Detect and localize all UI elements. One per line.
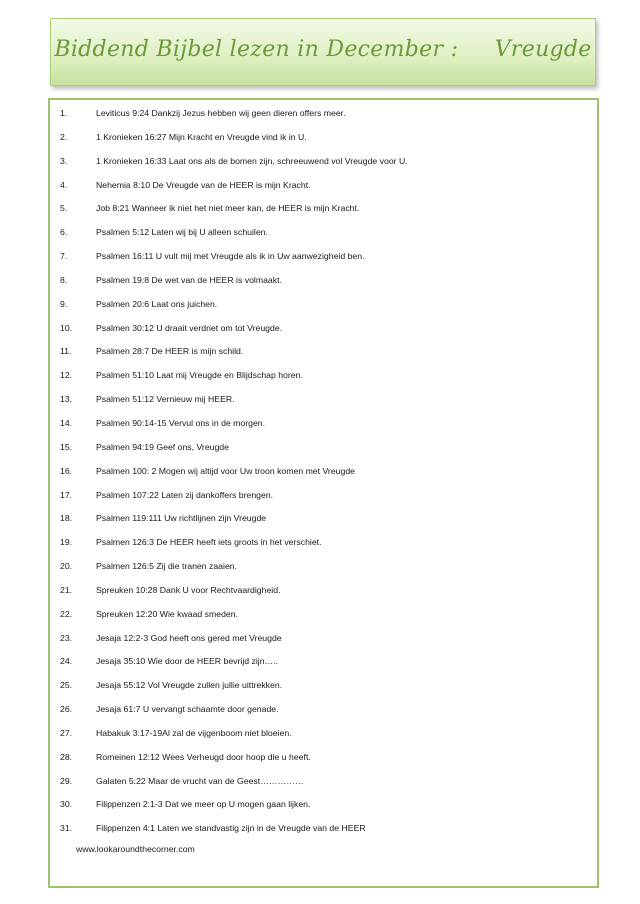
item-number: 31. [60, 823, 73, 834]
list-item [50, 630, 597, 654]
item-number: 3. [60, 155, 68, 166]
list-item [50, 725, 597, 749]
item-text: Spreuken 12:20 Wie kwaad smeden. [96, 608, 238, 619]
item-number: 17. [60, 489, 73, 500]
item-number: 6. [60, 227, 68, 238]
list-item [50, 367, 597, 391]
list-item [50, 749, 597, 773]
item-text: Psalmen 100: 2 Mogen wij altijd voor Uw troon komen met Vreugde [96, 465, 355, 476]
item-text: Psalmen 19:8 De wet van de HEER is volmaakt. [96, 274, 282, 285]
header-banner [50, 18, 596, 86]
list-item [50, 105, 597, 129]
item-text: Romeinen 12:12 Wees Verheugd door hoop die u heeft. [96, 751, 311, 762]
item-number: 1. [60, 108, 68, 118]
reading-list [50, 105, 597, 844]
item-number: 25. [60, 680, 73, 691]
item-number: 16. [60, 465, 73, 476]
item-number: 4. [60, 179, 68, 190]
item-text: Leviticus 9:24 Dankzij Jezus hebben wij geen dieren offers meer. [96, 108, 346, 118]
item-number: 21. [60, 584, 73, 595]
item-text: Psalmen 16:11 U vult mij met Vreugde als ik in Uw aanwezigheid ben. [96, 251, 365, 262]
item-text: Galaten 5:22 Maar de vrucht van de Geest…………… [96, 775, 304, 786]
item-number: 11. [60, 346, 72, 357]
list-item [50, 343, 597, 367]
item-number: 15. [60, 441, 73, 452]
item-text: Spreuken 10:28 Dank U voor Rechtvaardigheid. [96, 584, 281, 595]
item-text: Jesaja 12:2-3 God heeft ons gered met Vreugde [96, 632, 282, 643]
item-text: Psalmen 20:6 Laat ons juichen. [96, 298, 218, 309]
item-number: 10. [60, 322, 73, 333]
item-text: Psalmen 90:14-15 Vervul ons in de morgen. [96, 417, 266, 428]
list-item [50, 558, 597, 582]
item-number: 20. [60, 561, 73, 572]
item-number: 28. [60, 751, 73, 762]
item-number: 26. [60, 704, 73, 715]
item-number: 8. [60, 274, 68, 285]
list-item [50, 487, 597, 511]
item-number: 7. [60, 251, 68, 262]
item-text: Psalmen 126:5 Zij die tranen zaaien. [96, 561, 238, 572]
item-number: 19. [60, 537, 73, 548]
item-number: 12. [60, 370, 73, 381]
item-text: Job 8:21 Wanneer ik niet het niet meer kan, de HEER is mijn Kracht. [96, 203, 360, 214]
list-item [50, 510, 597, 534]
list-item [50, 129, 597, 153]
list-item [50, 653, 597, 677]
list-item [50, 200, 597, 224]
item-text: Psalmen 107:22 Laten zij dankoffers brengen. [96, 489, 274, 500]
item-text: Psalmen 30:12 U draait verdriet om tot Vreugde. [96, 322, 283, 333]
item-text: Habakuk 3:17-19Al zal de vijgenboom niet bloeien. [96, 727, 292, 738]
list-item [50, 606, 597, 630]
list-item [50, 773, 597, 797]
item-number: 29. [60, 775, 73, 786]
item-text: Filippenzen 2:1-3 Dat we meer op U mogen gaan lijken. [96, 799, 311, 810]
item-text: Psalmen 94:19 Geef ons, Vreugde [96, 441, 229, 452]
item-number: 23. [60, 632, 73, 643]
list-item [50, 677, 597, 701]
list-item [50, 463, 597, 487]
item-text: Psalmen 119:111 Uw richtlijnen zijn Vreugde [96, 513, 267, 524]
item-text: Psalmen 51:12 Vernieuw mij HEER. [96, 394, 235, 405]
list-item [50, 296, 597, 320]
item-text: 1 Kronieken 16:33 Laat ons als de bomen zijn, schreeuwend vol Vreugde voor U. [96, 155, 408, 166]
item-text: Psalmen 5:12 Laten wij bij U alleen schuilen. [96, 227, 268, 238]
item-text: Psalmen 126:3 De HEER heeft iets groots in het verschiet. [96, 537, 322, 548]
list-item [50, 534, 597, 558]
list-item [50, 582, 597, 606]
list-item [50, 820, 597, 844]
item-number: 9. [60, 298, 68, 309]
item-text: Psalmen 51:10 Laat mij Vreugde en Blijdschap horen. [96, 370, 303, 381]
list-item [50, 796, 597, 820]
item-text: Psalmen 28:7 De HEER is mijn schild. [96, 346, 244, 357]
list-item [50, 224, 597, 248]
item-number: 18. [60, 513, 73, 524]
list-item [50, 177, 597, 201]
item-number: 5. [60, 203, 68, 214]
item-text: Jesaja 55:12 Vol Vreugde zullen jullie uittrekken. [96, 680, 283, 691]
item-number: 27. [60, 727, 73, 738]
item-text: Filippenzen 4:1 Laten we standvastig zijn in de Vreugde van de HEER [96, 823, 366, 834]
list-item [50, 391, 597, 415]
item-text: Jesaja 35:10 Wie door de HEER bevrijd zijn….. [96, 656, 279, 667]
reading-list-box [48, 98, 599, 888]
item-number: 14. [60, 417, 73, 428]
list-item [50, 415, 597, 439]
page-title: Biddend Bijbel lezen in December : Vreugde [54, 37, 592, 62]
item-text: Nehemia 8:10 De Vreugde van de HEER is mijn Kracht. [96, 179, 311, 190]
list-item [50, 153, 597, 177]
list-item [50, 248, 597, 272]
item-number: 22. [60, 608, 73, 619]
item-number: 13. [60, 394, 73, 405]
item-number: 24. [60, 656, 73, 667]
list-item [50, 439, 597, 463]
item-number: 30. [60, 799, 73, 810]
item-text: Jesaja 61:7 U vervangt schaamte door genade. [96, 704, 279, 715]
website-url: www.lookaroundthecorner.com [76, 844, 195, 854]
item-text: 1 Kronieken 16:27 Mijn Kracht en Vreugde vind ik in U. [96, 131, 307, 142]
item-number: 2. [60, 131, 68, 142]
list-item [50, 701, 597, 725]
list-item [50, 272, 597, 296]
list-item [50, 320, 597, 344]
